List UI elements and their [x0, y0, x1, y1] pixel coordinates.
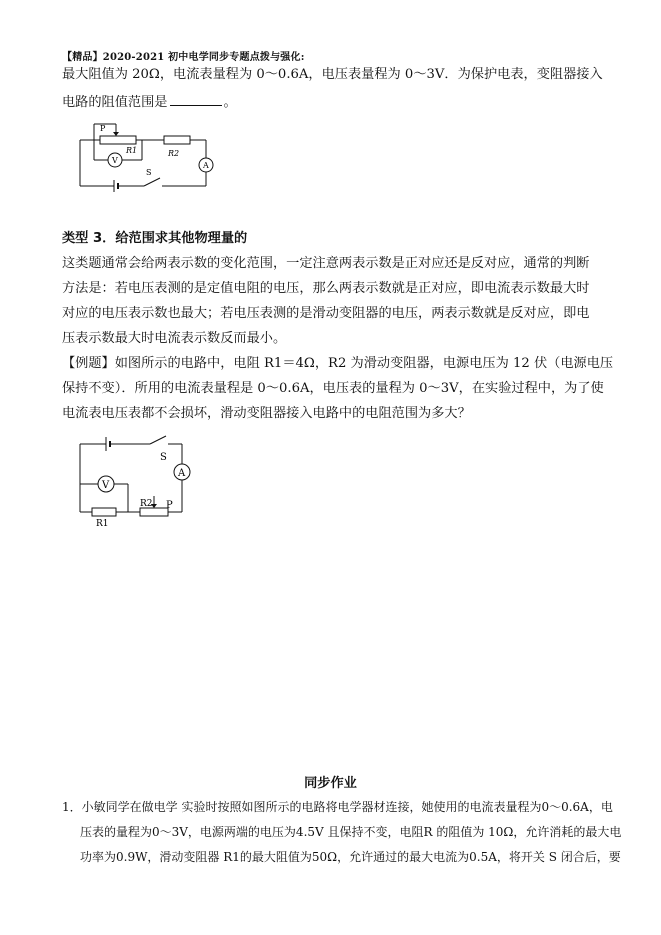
- type3-line-1: 这类题通常会给两表示数的变化范围，一定注意两表示数是正对应还是反对应，通常的判断: [62, 256, 590, 271]
- resistor-r1: [92, 508, 116, 516]
- rheostat-r2: [140, 508, 168, 516]
- q1-line-2: 压表的量程为0～3V，电源两端的电压为4.5V 且保持不变，电阻R 的阻值为 10Ω，允许消耗的最大电: [80, 825, 622, 839]
- switch-s: [144, 178, 160, 186]
- page-header: 【精品】2020-2021 初中电学同步专题点拨与强化:: [62, 52, 305, 63]
- label-v: V: [112, 156, 118, 165]
- label-s: S: [160, 452, 167, 463]
- intro-line-2-text: 电路的阻值范围是: [62, 95, 168, 110]
- label-r1: R1: [126, 146, 138, 155]
- label-r2: R2: [168, 149, 180, 158]
- example-line-3: 电流表电压表都不会损坏，滑动变阻器接入电路中的电阻范围为多大？: [62, 406, 471, 421]
- label-r2: R2: [140, 499, 153, 509]
- switch-s: [150, 436, 166, 444]
- type3-line-3: 对应的电压表示数也最大；若电压表测的是滑动变阻器的电压，两表示数就是反对应，即电: [62, 306, 590, 321]
- example-line-1: 【例题】如图所示的电路中，电阻 R1＝4Ω，R2 为滑动变阻器，电源电压为 12 伏（电源电压: [62, 356, 614, 371]
- label-a: A: [178, 468, 186, 479]
- circuit-diagram-2: [70, 432, 200, 528]
- type3-heading: 类型 3．给范围求其他物理量的: [62, 231, 248, 246]
- label-v: V: [102, 480, 110, 491]
- resistor-r2: [164, 136, 190, 144]
- rheostat-r1: [100, 136, 136, 144]
- homework-title: 同步作业: [304, 776, 357, 791]
- q1-line-1: 1．小敏同学在做电学 实验时按照如图所示的电路将电学器材连接，她使用的电流表量程为0～0.6A，电: [62, 800, 613, 814]
- intro-line-2: [62, 93, 237, 112]
- label-p: P: [166, 500, 173, 511]
- answer-blank: [170, 93, 222, 106]
- type3-line-2: 方法是：若电压表测的是定值电阻的电压，那么两表示数就是正对应，即电流表示数最大时: [62, 281, 590, 296]
- intro-line-1: 最大阻值为 20Ω，电流表量程为 0～0.6A，电压表量程为 0～3V．为保护电表，变阻器接入: [62, 67, 603, 82]
- label-r1: R1: [96, 519, 109, 528]
- circuit-diagram-1: [72, 118, 222, 194]
- label-s: S: [146, 168, 152, 177]
- example-line-2: 保持不变）．所用的电流表量程是 0～0.6A，电压表的量程为 0～3V，在实验过程中，为了使: [62, 381, 604, 396]
- label-a: A: [203, 161, 209, 170]
- label-p: P: [100, 124, 106, 133]
- intro-line-2-end: 。: [223, 95, 237, 110]
- q1-line-3: 功率为0.9W，滑动变阻器 R1的最大阻值为50Ω，允许通过的最大电流为0.5A，将开关 S 闭合后，要: [80, 850, 621, 864]
- type3-line-4: 压表示数最大时电流表示数反而最小。: [62, 331, 287, 346]
